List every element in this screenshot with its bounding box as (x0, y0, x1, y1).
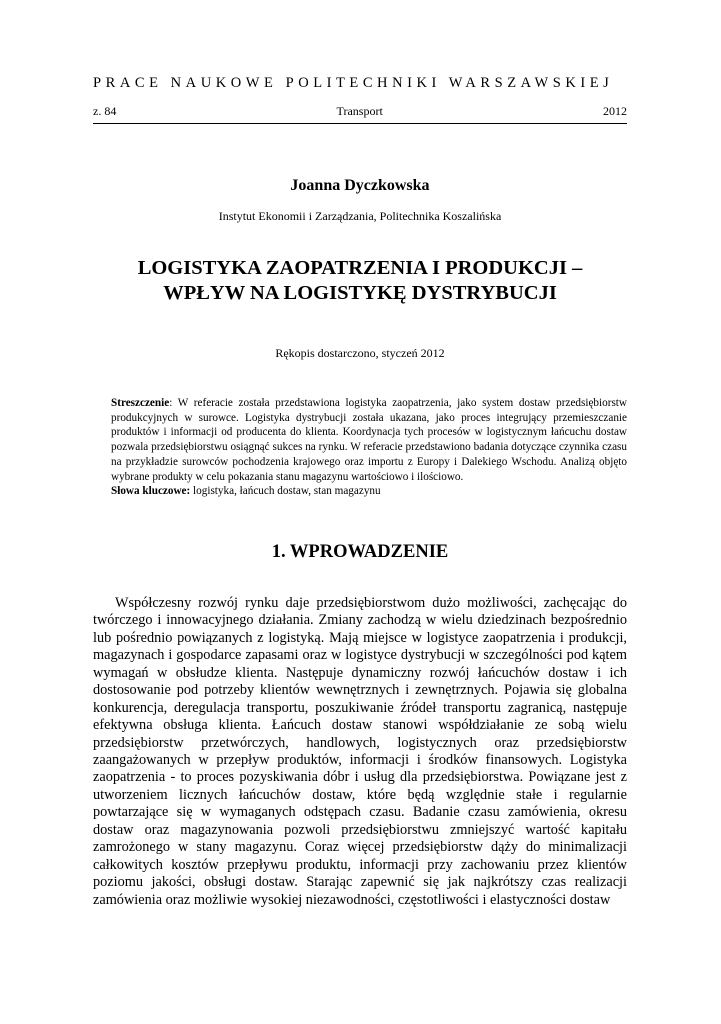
body-paragraph: Współczesny rozwój rynku daje przedsiębiorstwom dużo możliwości, zachęcając do twórczego i innowacyjnego działania. Zmiany zachodzą w wielu dziedzinach bezpośrednio lub pośrednio powiązanych z logistyką. Mają miejsce w logistyce zaopatrzenia i produkcji, magazynach i gospodarce zapasami oraz w logistyce dystrybucji w szczególności pod kątem wymagań w obsłudze klienta. Następuje dynamiczny rozwój łańcuchów dostaw i ich dostosowanie pod potrzeby klientów wewnętrznych i zewnętrznych. Pojawia się globalna konkurencja, deregulacja transportu, poszukiwanie źródeł transportu zagranicą, następuje efektywna obsługa klienta. Łańcuch dostaw stanowi współdziałanie ze sobą wielu przedsiębiorstw przetwórczych, handlowych, logistycznych oraz przedsiębiorstw zaangażowanych w przepływ produktów, informacji i środków finansowych. Logistyka zaopatrzenia - to proces pozyskiwania dóbr i usług dla przedsiębiorstwa. Powiązane jest z utworzeniem licznych łańcuchów dostaw, które będą względnie stałe i regularnie powtarzające się w wymaganych odstępach czasu. Badanie czasu zamówienia, okresu dostaw oraz magazynowania pozwoli przedsiębiorstwu zmniejszyć wartość kapitału zamrożonego w stany magazynu. Coraz więcej przedsiębiorstw dąży do minimalizacji całkowitych kosztów przepływu produktu, informacji przy zachowaniu przez klientów poziomu jakości, obsługi dostaw. Starając zapewnić się jak najkrótszy czas realizacji zamówienia oraz możliwie wysokiej niezawodności, częstotliwości i elastyczności dostaw (93, 594, 627, 908)
author-affiliation: Instytut Ekonomii i Zarządzania, Politechnika Koszalińska (218, 209, 502, 223)
author-name: Joanna Dyczkowska (290, 177, 430, 194)
abstract-text: : W referacie została przedstawiona logistyka zaopatrzenia, jako system dostaw przedsiębiorstw produkcyjnych w surowce. Logistyka dystrybucji została ukazana, jako proces integrujący przemieszczanie produktów i informacji od producenta do klienta. Koordynacja tych procesów w logistycznym łańcuchu dostaw pozwala przedsiębiorstwu osiągnąć sukces na rynku. W referacie przedstawiono badania dotyczące czynnika czasu na przykładzie surowców pochodzenia krajowego oraz importu z Europy i Dalekiego Wschodu. Analizą objęto wybrane produkty w celu pokazania stanu magazynu wartościowo i ilościowo. (111, 397, 627, 483)
paper-page (93, 74, 627, 923)
abstract-body (111, 396, 627, 484)
title-line-2: WPŁYW NA LOGISTYKĘ DYSTRYBUCJI (163, 282, 557, 304)
received-date: Rękopis dostarczono, styczeń 2012 (275, 346, 445, 360)
section-heading: 1. WPROWADZENIE (271, 541, 449, 562)
volume-number: z. 84 (93, 104, 117, 118)
keywords-text: logistyka, łańcuch dostaw, stan magazynu (190, 485, 381, 498)
title-line-1: LOGISTYKA ZAOPATRZENIA I PRODUKCJI – (137, 257, 583, 279)
abstract (111, 396, 627, 499)
publication-year: 2012 (603, 104, 627, 118)
header-divider (93, 123, 627, 124)
series-name: Transport (336, 104, 383, 118)
keywords (111, 484, 627, 499)
journal-title: PRACE NAUKOWE POLITECHNIKI WARSZAWSKIEJ (93, 75, 614, 91)
journal-meta (93, 104, 627, 118)
keywords-label: Słowa kluczowe: (111, 485, 191, 498)
abstract-label: Streszczenie (111, 397, 170, 409)
paper-title (93, 256, 627, 306)
